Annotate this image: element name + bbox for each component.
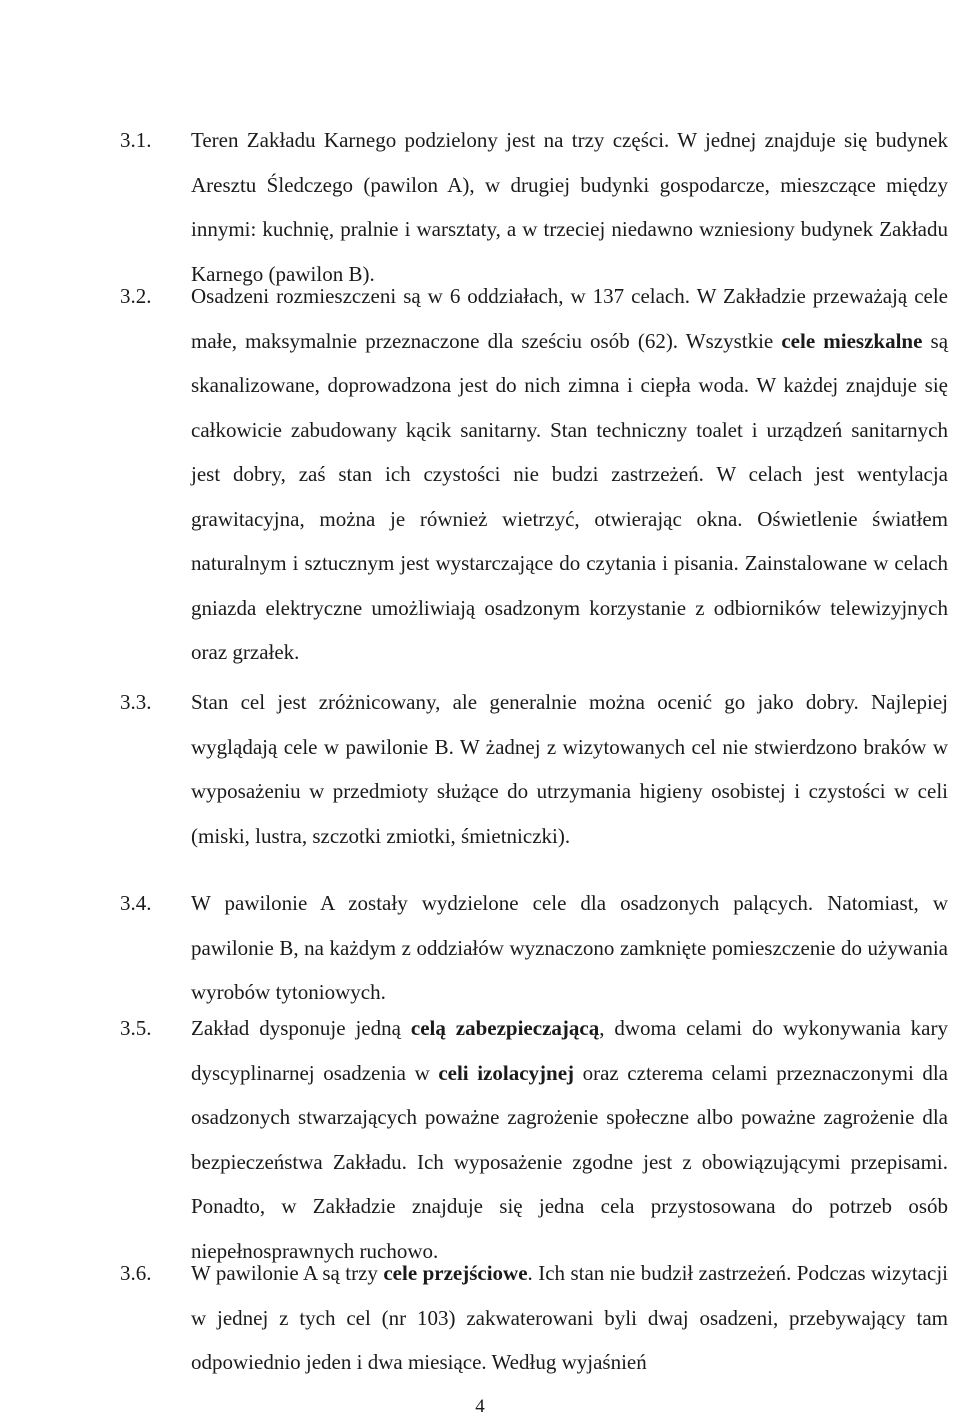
section-number: 3.6. bbox=[120, 1261, 152, 1285]
section-text: Zakład dysponuje jedną celą zabezpieczającą, dwoma celami do wykonywania kary dyscyplinarnej osadzenia w celi izolacyjnej oraz czterema celami przeznaczonymi dla osadzonych stwarzających poważne zagrożenie społeczne albo poważne zagrożenie dla bezpieczeństwa Zakładu. Ich wyposażenie zgodne jest z obowiązującymi przepisami. Ponadto, w Zakładzie znajduje się jedna cela przystosowana do potrzeb osób niepełnosprawnych ruchowo. bbox=[191, 1016, 949, 1263]
bold-term: celi izolacyjnej bbox=[438, 1060, 575, 1085]
section-text: Teren Zakładu Karnego podzielony jest na trzy części. W jednej znajduje się budynek Aresztu Śledczego (pawilon A), w drugiej budynki gospodarcze, mieszczące między innymi: kuchnię, pralnie i warsztaty, a w trzeciej niedawno wzniesiony budynek Zakładu Karnego (pawilon B). bbox=[191, 128, 948, 286]
bold-term: cele mieszkalne bbox=[781, 328, 923, 353]
section-number: 3.2. bbox=[120, 284, 152, 308]
section-number: 3.4. bbox=[120, 891, 152, 915]
bold-term: celą zabezpieczającą bbox=[410, 1016, 600, 1040]
section-number: 3.3. bbox=[120, 690, 152, 714]
bold-term: cele przejściowe bbox=[383, 1261, 528, 1285]
section-text: Stan cel jest zróżnicowany, ale generalnie można ocenić go jako dobry. Najlepiej wyglądają cele w pawilonie B. W żadnej z wizytowanych cel nie stwierdzono braków w wyposażeniu w przedmioty służące do utrzymania higieny osobistej i czystości w celi (miski, lustra, szczotki zmiotki, śmietniczki). bbox=[191, 690, 948, 848]
section-number: 3.5. bbox=[120, 1016, 152, 1040]
section-number: 3.1. bbox=[120, 128, 152, 152]
section-text: W pawilonie A zostały wydzielone cele dla osadzonych palących. Natomiast, w pawilonie B, na każdym z oddziałów wyznaczono zamknięte pomieszczenie do używania wyrobów tytoniowych. bbox=[191, 891, 948, 1004]
page-number: 4 bbox=[475, 1396, 485, 1417]
section-text: Osadzeni rozmieszczeni są w 6 oddziałach, w 137 celach. W Zakładzie przeważają cele małe, maksymalnie przeznaczone dla sześciu osób (62). Wszystkie cele mieszkalne są skanalizowane, doprowadzona jest do nich zimna i ciepła woda. W każdej znajduje się całkowicie zabudowany kącik sanitarny. Stan techniczny toalet i urządzeń sanitarnych jest dobry, zaś stan ich czystości nie budzi zastrzeżeń. W celach jest wentylacja grawitacyjna, można je również wietrzyć, otwierając okna. Oświetlenie światłem naturalnym i sztucznym jest wystarczające do czytania i pisania. Zainstalowane w celach gniazda elektryczne umożliwiają osadzonym korzystanie z odbiorników telewizyjnych oraz grzałek. bbox=[191, 284, 949, 664]
section-text: W pawilonie A są trzy cele przejściowe. Ich stan nie budził zastrzeżeń. Podczas wizytacji w jednej z tych cel (nr 103) zakwaterowani byli dwaj osadzeni, przebywający tam odpowiednio jeden i dwa miesiące. Według wyjaśnień bbox=[191, 1261, 948, 1374]
